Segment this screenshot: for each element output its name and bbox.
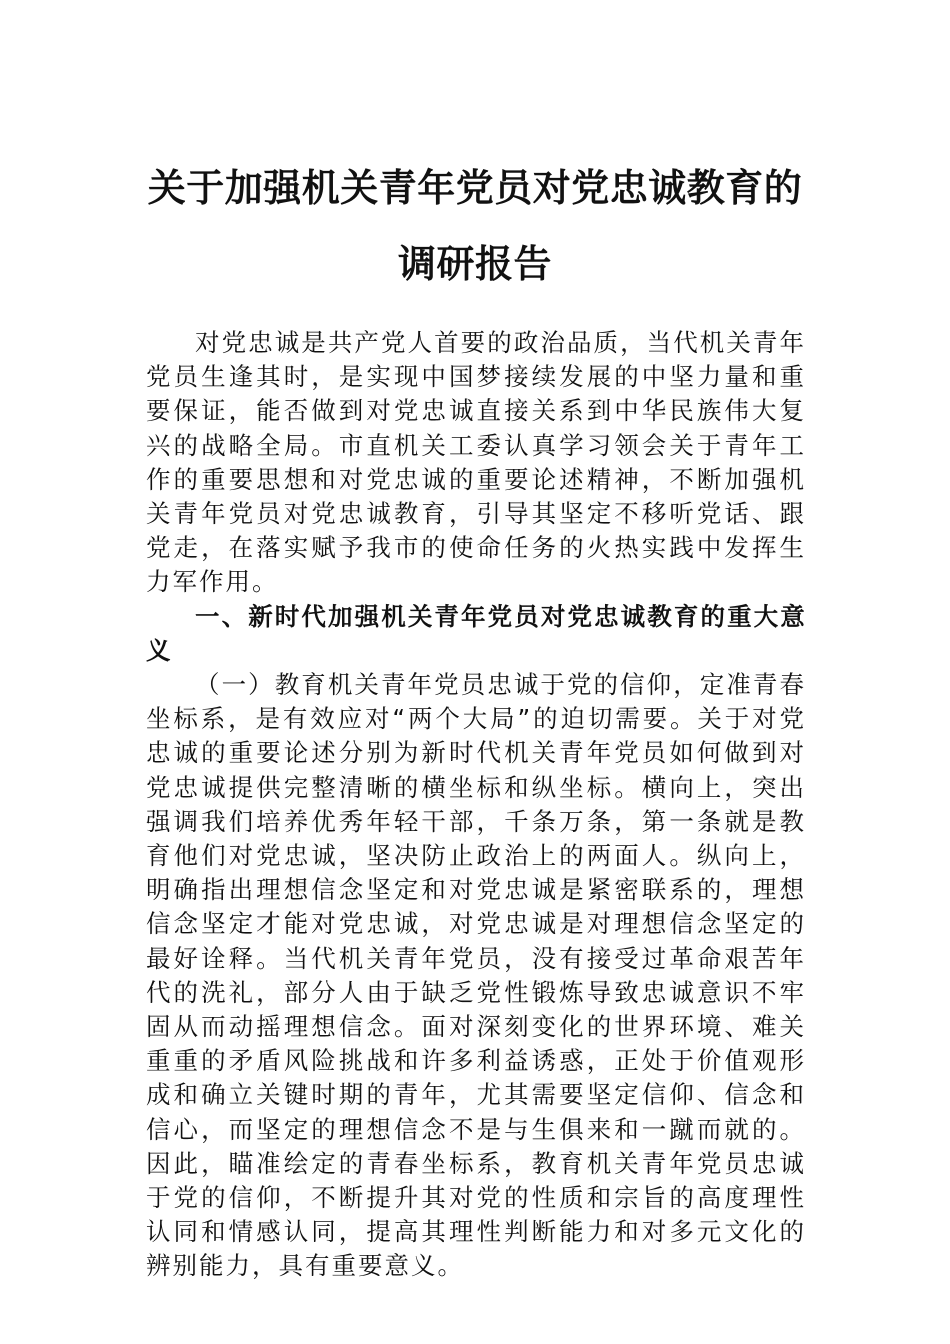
intro-paragraph: 对党忠诚是共产党人首要的政治品质，当代机关青年党员生逢其时，是实现中国梦接续发展的中坚力量和重要保证，能否做到对党忠诚直接关系到中华民族伟大复兴的战略全局。市直机关工委认真学习领会关于青年工作的重要思想和对党忠诚的重要论述精神，不断加强机关青年党员对党忠诚教育，引导其坚定不移听党话、跟党走，在落实赋予我市的使命任务的火热实践中发挥生力军作用。 [146,328,806,597]
subsection-body: 关于对党忠诚的重要论述分别为新时代机关青年党员如何做到对党忠诚提供完整清晰的横坐标和纵坐标。横向上，突出强调我们培养优秀年轻干部，千条万条，第一条就是教育他们对党忠诚，坚决防止政治上的两面人。纵向上，明确指出理想信念坚定和对党忠诚是紧密联系的，理想信念坚定才能对党忠诚，对党忠诚是对理想信念坚定的最好诠释。当代机关青年党员，没有接受过革命艰苦年代的洗礼，部分人由于缺乏党性锻炼导致忠诚意识不牢固从而动摇理想信念。面对深刻变化的世界环境、难关重重的矛盾风险挑战和许多利益诱惑，正处于价值观形成和确立关键时期的青年，尤其需要坚定信仰、信念和信心，而坚定的理想信念不是与生俱来和一蹴而就的。因此，瞄准绘定的青春坐标系，教育机关青年党员忠诚于党的信仰，不断提升其对党的性质和宗旨的高度理性认同和情感认同，提高其理性判断能力和对多元文化的辨别能力，具有重要意义。 [146,704,806,1281]
document-title: 关于加强机关青年党员对党忠诚教育的调研报告 [147,165,803,286]
section-heading: 一、新时代加强机关青年党员对党忠诚教育的重大意义 [146,601,806,665]
subsection-title: （一）教育机关青年党员忠诚于党的信仰，定准青春坐标系，是有效应对“两个大局”的迫切需要。 [146,670,806,734]
subsection-paragraph [146,668,806,1284]
document-body [146,326,806,1284]
